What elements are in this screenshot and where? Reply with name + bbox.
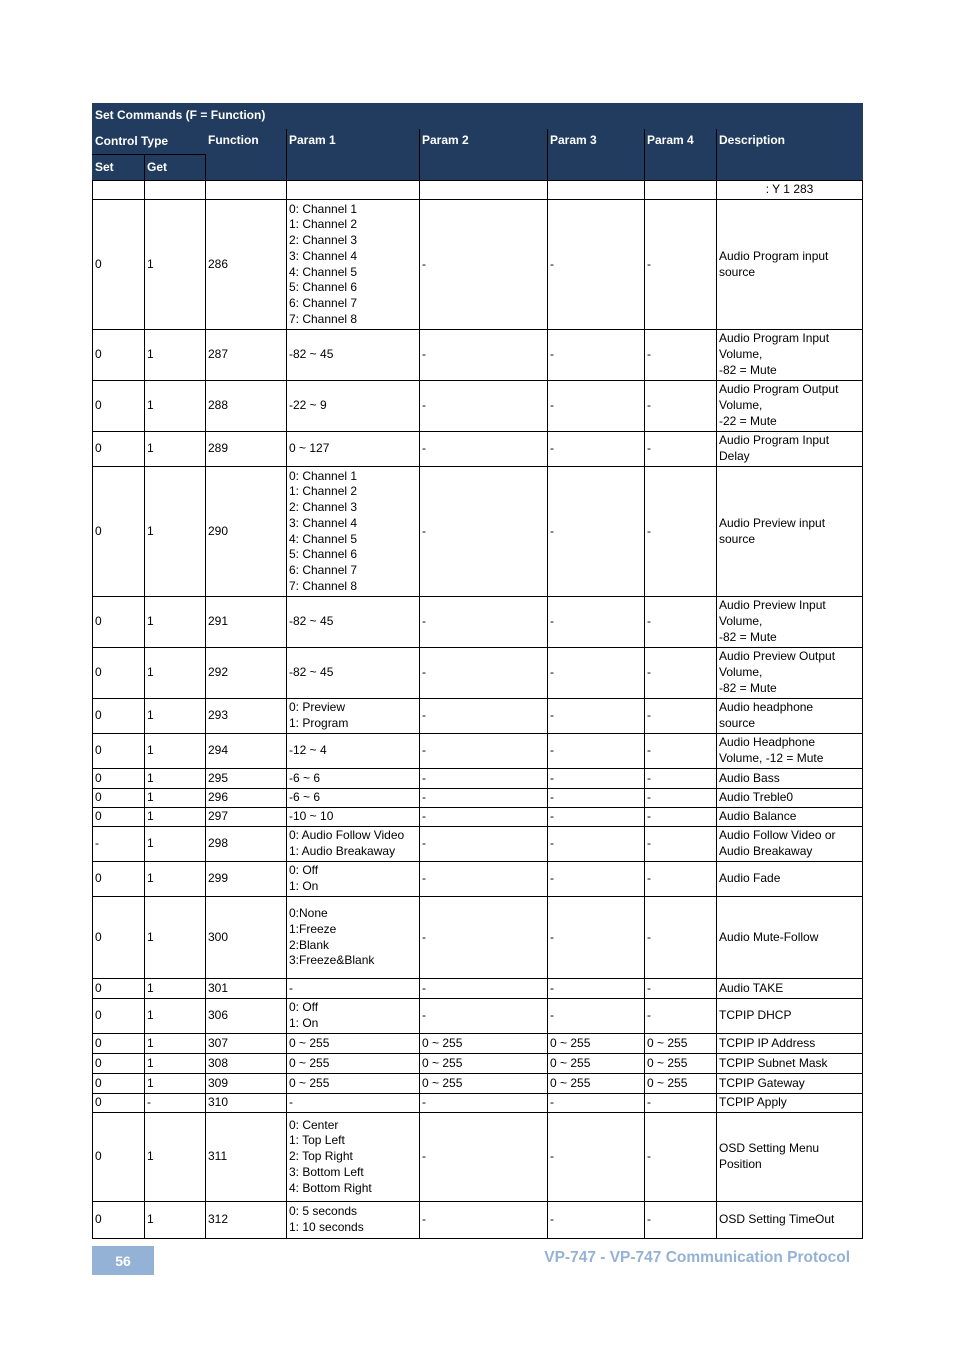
param4-cell: 0 ~ 255: [645, 1074, 717, 1094]
set-cell: 0: [93, 789, 145, 808]
param3-cell: -: [548, 734, 645, 769]
table-row: [93, 1202, 863, 1239]
param4-cell: -: [645, 1113, 717, 1202]
set-cell: 0: [93, 734, 145, 769]
param2-cell: -: [420, 789, 548, 808]
get-cell: 1: [145, 979, 206, 999]
function-cell: 291: [206, 597, 287, 648]
param2-cell: -: [420, 808, 548, 827]
description-cell: Audio Preview Output Volume, -82 = Mute: [717, 648, 863, 699]
param2-cell: 0 ~ 255: [420, 1054, 548, 1074]
table-row: [93, 789, 863, 808]
description-cell: TCPIP Subnet Mask: [717, 1054, 863, 1074]
header-param1: Param 1: [287, 129, 420, 181]
param4-cell: -: [645, 769, 717, 789]
page-number: 56: [92, 1246, 154, 1275]
table-row: [93, 897, 863, 979]
description-cell: TCPIP DHCP: [717, 999, 863, 1034]
function-cell: 309: [206, 1074, 287, 1094]
set-cell: 0: [93, 1034, 145, 1054]
get-cell: 1: [145, 699, 206, 734]
param4-cell: -: [645, 699, 717, 734]
table-row: [93, 734, 863, 769]
get-cell: 1: [145, 999, 206, 1034]
description-cell: Audio Program input source: [717, 200, 863, 330]
param2-cell: 0 ~ 255: [420, 1034, 548, 1054]
description-cell: Audio Balance: [717, 808, 863, 827]
get-cell: 1: [145, 381, 206, 432]
set-cell: 0: [93, 897, 145, 979]
function-cell: 311: [206, 1113, 287, 1202]
param3-cell: 0 ~ 255: [548, 1074, 645, 1094]
set-cell: 0: [93, 769, 145, 789]
table-row: [93, 200, 863, 330]
param2-cell: -: [420, 1094, 548, 1113]
description-cell: Audio Headphone Volume, -12 = Mute: [717, 734, 863, 769]
param3-cell: -: [548, 699, 645, 734]
param1-cell: -22 ~ 9: [287, 381, 420, 432]
command-table: [92, 103, 863, 1239]
table-row: [93, 808, 863, 827]
set-cell: 0: [93, 1113, 145, 1202]
table-row: [93, 862, 863, 897]
table-row: [93, 330, 863, 381]
param2-cell: -: [420, 769, 548, 789]
table-row: [93, 1113, 863, 1202]
param3-cell: -: [548, 808, 645, 827]
table-title: Set Commands (F = Function): [93, 103, 863, 129]
param2-cell: -: [420, 699, 548, 734]
param1-cell: 0:None 1:Freeze 2:Blank 3:Freeze&Blank: [287, 897, 420, 979]
get-cell: 1: [145, 1074, 206, 1094]
description-cell: Audio Fade: [717, 862, 863, 897]
param3-cell: -: [548, 381, 645, 432]
param1-cell: -6 ~ 6: [287, 789, 420, 808]
description-cell: Audio Preview input source: [717, 467, 863, 597]
param1-cell: -: [287, 979, 420, 999]
set-cell: 0: [93, 432, 145, 467]
param3-cell: -: [548, 897, 645, 979]
description-cell: Audio Follow Video or Audio Breakaway: [717, 827, 863, 862]
description-cell: Audio Bass: [717, 769, 863, 789]
function-cell: 312: [206, 1202, 287, 1239]
description-cell: OSD Setting Menu Position: [717, 1113, 863, 1202]
table-row: [93, 1034, 863, 1054]
table-row: [93, 999, 863, 1034]
param1-cell: -10 ~ 10: [287, 808, 420, 827]
table-row: [93, 597, 863, 648]
function-cell: 310: [206, 1094, 287, 1113]
set-cell: 0: [93, 999, 145, 1034]
note-row: [93, 181, 863, 200]
get-cell: 1: [145, 1113, 206, 1202]
param3-cell: -: [548, 827, 645, 862]
header-param2: Param 2: [420, 129, 548, 181]
param2-cell: -: [420, 330, 548, 381]
table-row: [93, 432, 863, 467]
param1-cell: 0: Audio Follow Video 1: Audio Breakaway: [287, 827, 420, 862]
function-cell: 294: [206, 734, 287, 769]
set-cell: 0: [93, 1202, 145, 1239]
get-cell: 1: [145, 597, 206, 648]
param2-cell: -: [420, 1113, 548, 1202]
set-cell: 0: [93, 330, 145, 381]
get-cell: 1: [145, 648, 206, 699]
table-row: [93, 467, 863, 597]
param3-cell: -: [548, 432, 645, 467]
description-cell: Audio Program Output Volume, -22 = Mute: [717, 381, 863, 432]
function-cell: 287: [206, 330, 287, 381]
param4-cell: -: [645, 1202, 717, 1239]
param1-cell: -82 ~ 45: [287, 597, 420, 648]
param1-cell: 0 ~ 255: [287, 1034, 420, 1054]
description-cell: OSD Setting TimeOut: [717, 1202, 863, 1239]
param2-cell: -: [420, 200, 548, 330]
set-cell: 0: [93, 862, 145, 897]
get-cell: 1: [145, 1202, 206, 1239]
set-cell: 0: [93, 808, 145, 827]
set-cell: 0: [93, 648, 145, 699]
param4-cell: -: [645, 862, 717, 897]
set-cell: 0: [93, 467, 145, 597]
function-cell: 306: [206, 999, 287, 1034]
param1-cell: -82 ~ 45: [287, 648, 420, 699]
header-function: Function: [206, 129, 287, 181]
param4-cell: -: [645, 827, 717, 862]
function-cell: 288: [206, 381, 287, 432]
header-description: Description: [717, 129, 863, 181]
set-cell: -: [93, 827, 145, 862]
param4-cell: -: [645, 467, 717, 597]
description-cell: Audio headphone source: [717, 699, 863, 734]
function-cell: 286: [206, 200, 287, 330]
param1-cell: 0 ~ 255: [287, 1074, 420, 1094]
param3-cell: -: [548, 1113, 645, 1202]
param3-cell: -: [548, 1202, 645, 1239]
param3-cell: 0 ~ 255: [548, 1054, 645, 1074]
note-cell: : Y 1 283: [717, 181, 863, 200]
param1-cell: 0: 5 seconds 1: 10 seconds: [287, 1202, 420, 1239]
function-cell: 289: [206, 432, 287, 467]
param4-cell: -: [645, 648, 717, 699]
param4-cell: -: [645, 999, 717, 1034]
param2-cell: -: [420, 467, 548, 597]
param3-cell: -: [548, 467, 645, 597]
set-cell: 0: [93, 1074, 145, 1094]
param1-cell: 0: Channel 1 1: Channel 2 2: Channel 3 3: Channel 4 4: Channel 5 5: Channel 6 6: Channel 7 7: Channel 8: [287, 467, 420, 597]
description-cell: Audio Mute-Follow: [717, 897, 863, 979]
function-cell: 295: [206, 769, 287, 789]
get-cell: 1: [145, 432, 206, 467]
set-cell: 0: [93, 597, 145, 648]
param4-cell: -: [645, 734, 717, 769]
param4-cell: -: [645, 1094, 717, 1113]
param3-cell: -: [548, 979, 645, 999]
param2-cell: -: [420, 979, 548, 999]
table-row: [93, 648, 863, 699]
param1-cell: -12 ~ 4: [287, 734, 420, 769]
param2-cell: -: [420, 999, 548, 1034]
param3-cell: -: [548, 597, 645, 648]
get-cell: 1: [145, 897, 206, 979]
description-cell: TCPIP Gateway: [717, 1074, 863, 1094]
header-param3: Param 3: [548, 129, 645, 181]
param4-cell: -: [645, 597, 717, 648]
param2-cell: -: [420, 597, 548, 648]
param3-cell: -: [548, 330, 645, 381]
param4-cell: -: [645, 897, 717, 979]
get-cell: 1: [145, 200, 206, 330]
param3-cell: -: [548, 1094, 645, 1113]
param1-cell: 0: Off 1: On: [287, 999, 420, 1034]
table-row: [93, 1094, 863, 1113]
get-cell: 1: [145, 769, 206, 789]
set-cell: 0: [93, 979, 145, 999]
function-cell: 299: [206, 862, 287, 897]
table-row: [93, 1054, 863, 1074]
param3-cell: -: [548, 648, 645, 699]
param4-cell: -: [645, 432, 717, 467]
get-cell: 1: [145, 789, 206, 808]
get-cell: 1: [145, 734, 206, 769]
param1-cell: 0: Channel 1 1: Channel 2 2: Channel 3 3: Channel 4 4: Channel 5 5: Channel 6 6: Channel 7 7: Channel 8: [287, 200, 420, 330]
param2-cell: -: [420, 734, 548, 769]
function-cell: 290: [206, 467, 287, 597]
param1-cell: 0: Off 1: On: [287, 862, 420, 897]
description-cell: TCPIP IP Address: [717, 1034, 863, 1054]
param2-cell: -: [420, 381, 548, 432]
param1-cell: 0: Preview 1: Program: [287, 699, 420, 734]
get-cell: 1: [145, 467, 206, 597]
header-get: Get: [145, 155, 206, 181]
param3-cell: -: [548, 789, 645, 808]
get-cell: 1: [145, 862, 206, 897]
function-cell: 308: [206, 1054, 287, 1074]
description-cell: Audio TAKE: [717, 979, 863, 999]
function-cell: 292: [206, 648, 287, 699]
set-cell: 0: [93, 699, 145, 734]
table-row: [93, 769, 863, 789]
param4-cell: 0 ~ 255: [645, 1054, 717, 1074]
set-cell: 0: [93, 1094, 145, 1113]
param3-cell: 0 ~ 255: [548, 1034, 645, 1054]
set-cell: 0: [93, 381, 145, 432]
function-cell: 307: [206, 1034, 287, 1054]
get-cell: 1: [145, 808, 206, 827]
table-row: [93, 979, 863, 999]
set-cell: 0: [93, 1054, 145, 1074]
param3-cell: -: [548, 999, 645, 1034]
table-row: [93, 827, 863, 862]
param3-cell: -: [548, 862, 645, 897]
param2-cell: -: [420, 1202, 548, 1239]
description-cell: Audio Program Input Volume, -82 = Mute: [717, 330, 863, 381]
param4-cell: -: [645, 789, 717, 808]
get-cell: 1: [145, 330, 206, 381]
param1-cell: 0: Center 1: Top Left 2: Top Right 3: Bottom Left 4: Bottom Right: [287, 1113, 420, 1202]
get-cell: 1: [145, 827, 206, 862]
param4-cell: -: [645, 979, 717, 999]
table-row: [93, 381, 863, 432]
param2-cell: -: [420, 432, 548, 467]
footer-title: VP-747 - VP-747 Communication Protocol: [544, 1249, 850, 1266]
param1-cell: 0 ~ 127: [287, 432, 420, 467]
function-cell: 296: [206, 789, 287, 808]
header-set: Set: [93, 155, 145, 181]
function-cell: 301: [206, 979, 287, 999]
description-cell: Audio Treble0: [717, 789, 863, 808]
param1-cell: -82 ~ 45: [287, 330, 420, 381]
param4-cell: -: [645, 808, 717, 827]
param4-cell: -: [645, 330, 717, 381]
set-cell: 0: [93, 200, 145, 330]
description-cell: TCPIP Apply: [717, 1094, 863, 1113]
header-param4: Param 4: [645, 129, 717, 181]
param2-cell: 0 ~ 255: [420, 1074, 548, 1094]
param2-cell: -: [420, 827, 548, 862]
table-row: [93, 699, 863, 734]
function-cell: 298: [206, 827, 287, 862]
param4-cell: -: [645, 200, 717, 330]
param4-cell: -: [645, 381, 717, 432]
function-cell: 293: [206, 699, 287, 734]
param2-cell: -: [420, 897, 548, 979]
param1-cell: 0 ~ 255: [287, 1054, 420, 1074]
function-cell: 300: [206, 897, 287, 979]
get-cell: 1: [145, 1054, 206, 1074]
param1-cell: -: [287, 1094, 420, 1113]
param2-cell: -: [420, 648, 548, 699]
param2-cell: -: [420, 862, 548, 897]
table-row: [93, 1074, 863, 1094]
param4-cell: 0 ~ 255: [645, 1034, 717, 1054]
header-control-type: Control Type: [93, 129, 206, 155]
param3-cell: -: [548, 200, 645, 330]
get-cell: 1: [145, 1034, 206, 1054]
description-cell: Audio Program Input Delay: [717, 432, 863, 467]
description-cell: Audio Preview Input Volume, -82 = Mute: [717, 597, 863, 648]
param3-cell: -: [548, 769, 645, 789]
function-cell: 297: [206, 808, 287, 827]
get-cell: -: [145, 1094, 206, 1113]
param1-cell: -6 ~ 6: [287, 769, 420, 789]
